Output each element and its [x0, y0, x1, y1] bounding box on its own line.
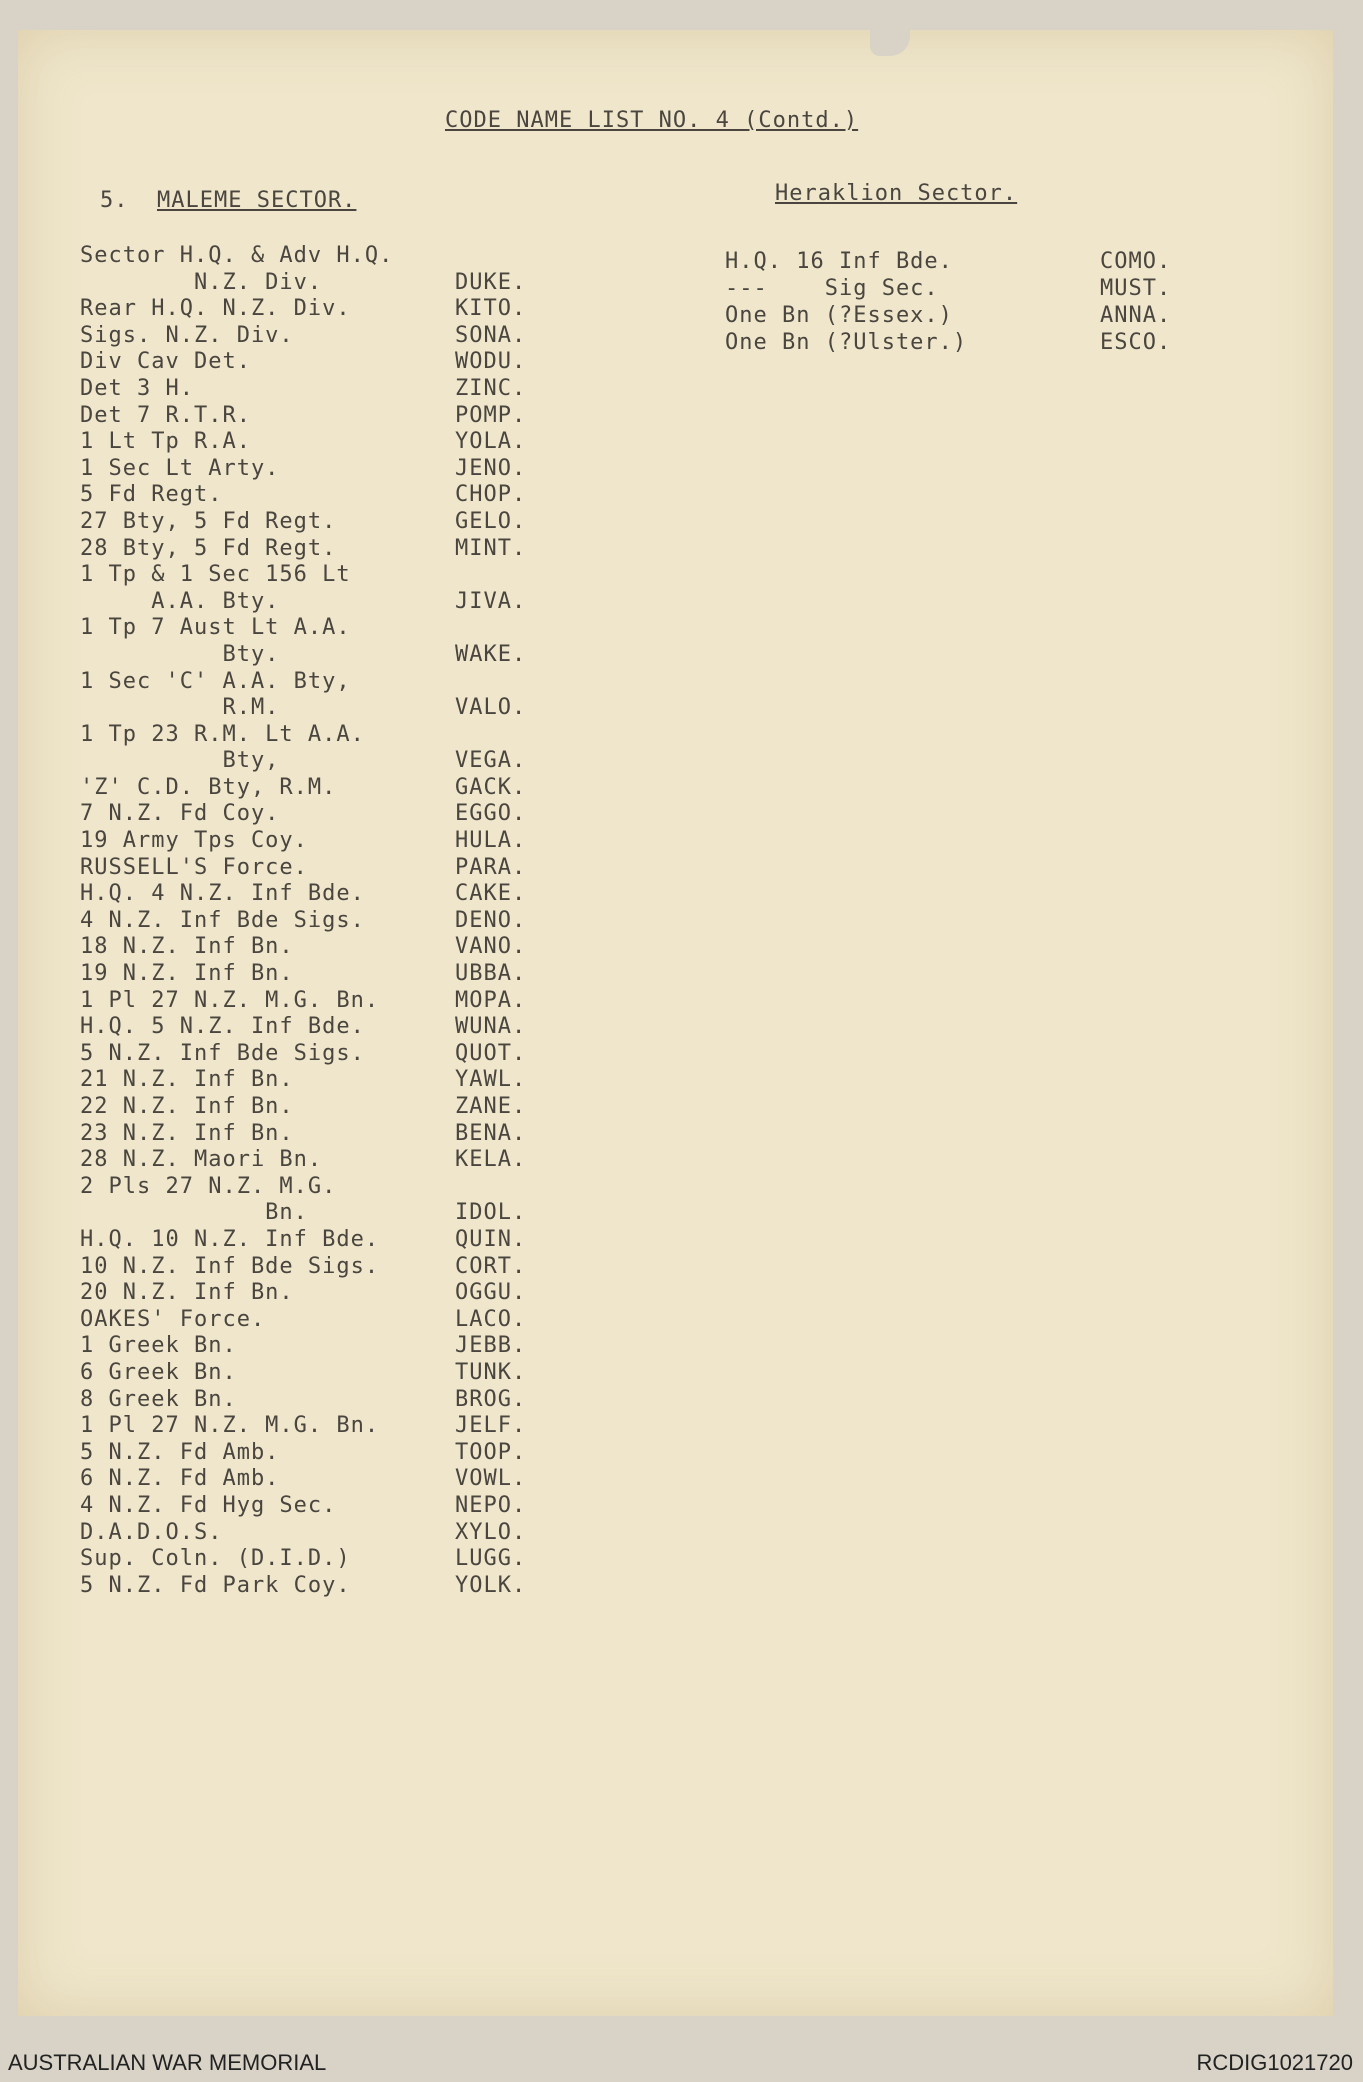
maleme-row [80, 855, 580, 882]
unit-name: --- Sig Sec. [725, 276, 939, 301]
maleme-row [80, 243, 580, 270]
maleme-row [80, 1573, 580, 1600]
unit-name: One Bn (?Essex.) [725, 303, 953, 328]
maleme-row [80, 722, 580, 749]
maleme-row [80, 1121, 580, 1148]
code-name: WODU. [455, 349, 527, 375]
unit-name: 5 N.Z. Fd Amb. [80, 1439, 280, 1465]
maleme-row [80, 1413, 580, 1440]
maleme-row [80, 589, 580, 616]
maleme-row [80, 536, 580, 563]
heraklion-code-list [725, 248, 1185, 356]
code-name: MUST. [1100, 276, 1172, 301]
code-name: SONA. [455, 322, 527, 348]
unit-name: 6 Greek Bn. [80, 1359, 237, 1385]
unit-name: 7 N.Z. Fd Coy. [80, 801, 280, 827]
unit-name: 8 Greek Bn. [80, 1386, 237, 1412]
code-name: WAKE. [455, 641, 527, 667]
unit-name: 1 Sec 'C' A.A. Bty, [80, 668, 351, 694]
heraklion-row [725, 275, 1185, 302]
maleme-row [80, 509, 580, 536]
unit-name: RUSSELL'S Force. [80, 854, 308, 880]
unit-name: Sup. Coln. (D.I.D.) [80, 1546, 351, 1572]
unit-name: 20 N.Z. Inf Bn. [80, 1280, 294, 1306]
maleme-row [80, 1094, 580, 1121]
maleme-row [80, 1387, 580, 1414]
unit-name: 1 Tp 23 R.M. Lt A.A. [80, 721, 365, 747]
maleme-code-list [80, 243, 580, 1599]
maleme-row [80, 1440, 580, 1467]
heraklion-row [725, 248, 1185, 275]
maleme-row [80, 1520, 580, 1547]
maleme-row [80, 1254, 580, 1281]
code-name: BENA. [455, 1120, 527, 1146]
unit-name: One Bn (?Ulster.) [725, 330, 968, 355]
code-name: XYLO. [455, 1519, 527, 1545]
code-name: TOOP. [455, 1439, 527, 1465]
maleme-row [80, 695, 580, 722]
maleme-row [80, 1546, 580, 1573]
maleme-row [80, 1041, 580, 1068]
code-name: HULA. [455, 828, 527, 854]
code-name: JEBB. [455, 1333, 527, 1359]
code-name: VANO. [455, 934, 527, 960]
unit-name: 5 N.Z. Fd Park Coy. [80, 1572, 351, 1598]
maleme-row [80, 1200, 580, 1227]
unit-name: 'Z' C.D. Bty, R.M. [80, 774, 337, 800]
code-name: BROG. [455, 1386, 527, 1412]
unit-name: 19 Army Tps Coy. [80, 828, 308, 854]
maleme-row [80, 482, 580, 509]
heraklion-row [725, 302, 1185, 329]
unit-name: 1 Tp & 1 Sec 156 Lt [80, 562, 351, 588]
maleme-row [80, 323, 580, 350]
maleme-row [80, 270, 580, 297]
unit-name: OAKES' Force. [80, 1306, 266, 1332]
unit-name: H.Q. 5 N.Z. Inf Bde. [80, 1014, 365, 1040]
code-name: ZINC. [455, 375, 527, 401]
code-name: COMO. [1100, 249, 1172, 274]
maleme-row [80, 615, 580, 642]
unit-name: 5 Fd Regt. [80, 482, 223, 508]
maleme-row [80, 775, 580, 802]
maleme-row [80, 1360, 580, 1387]
unit-name: R.M. [80, 695, 280, 721]
code-name: QUOT. [455, 1040, 527, 1066]
unit-name: A.A. Bty. [80, 588, 280, 614]
code-name: WUNA. [455, 1014, 527, 1040]
code-name: VALO. [455, 695, 527, 721]
unit-name: 4 N.Z. Inf Bde Sigs. [80, 907, 365, 933]
code-name: DENO. [455, 907, 527, 933]
code-name: TUNK. [455, 1359, 527, 1385]
maleme-row [80, 801, 580, 828]
maleme-row [80, 908, 580, 935]
maleme-row [80, 828, 580, 855]
code-name: DUKE. [455, 269, 527, 295]
code-name: ANNA. [1100, 303, 1172, 328]
maleme-row [80, 881, 580, 908]
maleme-row [80, 669, 580, 696]
code-name: POMP. [455, 402, 527, 428]
code-name: CHOP. [455, 482, 527, 508]
maleme-row [80, 403, 580, 430]
code-name: CAKE. [455, 881, 527, 907]
unit-name: 1 Pl 27 N.Z. M.G. Bn. [80, 1413, 380, 1439]
unit-name: 1 Sec Lt Arty. [80, 455, 280, 481]
unit-name: 1 Greek Bn. [80, 1333, 237, 1359]
maleme-row [80, 1333, 580, 1360]
unit-name: 28 Bty, 5 Fd Regt. [80, 535, 337, 561]
unit-name: 10 N.Z. Inf Bde Sigs. [80, 1253, 380, 1279]
maleme-row [80, 1067, 580, 1094]
maleme-row [80, 1174, 580, 1201]
code-name: YOLK. [455, 1572, 527, 1598]
code-name: OGGU. [455, 1280, 527, 1306]
archive-id: RCDIG1021720 [1196, 2050, 1353, 2075]
maleme-row [80, 642, 580, 669]
code-name: JELF. [455, 1413, 527, 1439]
code-name: VOWL. [455, 1466, 527, 1492]
maleme-row [80, 562, 580, 589]
page-title: CODE NAME LIST NO. 4 (Contd.) [445, 108, 859, 133]
unit-name: 19 N.Z. Inf Bn. [80, 961, 294, 987]
unit-name: 28 N.Z. Maori Bn. [80, 1147, 323, 1173]
code-name: ZANE. [455, 1094, 527, 1119]
maleme-row [80, 934, 580, 961]
unit-name: H.Q. 10 N.Z. Inf Bde. [80, 1226, 380, 1252]
unit-name: 22 N.Z. Inf Bn. [80, 1094, 294, 1119]
maleme-row [80, 376, 580, 403]
archive-credit: AUSTRALIAN WAR MEMORIAL [8, 2050, 327, 2075]
maleme-row [80, 961, 580, 988]
maleme-row [80, 1014, 580, 1041]
unit-name: 1 Lt Tp R.A. [80, 429, 251, 455]
maleme-row [80, 456, 580, 483]
maleme-row [80, 1466, 580, 1493]
code-name: KELA. [455, 1147, 527, 1173]
unit-name: Sector H.Q. & Adv H.Q. [80, 243, 394, 268]
unit-name: 27 Bty, 5 Fd Regt. [80, 508, 337, 534]
maleme-heading [100, 188, 356, 213]
section-number: 5. [100, 188, 129, 213]
maleme-row [80, 1280, 580, 1307]
code-name: GACK. [455, 774, 527, 800]
code-name: EGGO. [455, 801, 527, 827]
code-name: NEPO. [455, 1492, 527, 1518]
code-name: LUGG. [455, 1546, 527, 1572]
code-name: JIVA. [455, 588, 527, 614]
unit-name: Det 3 H. [80, 375, 194, 401]
code-name: ESCO. [1100, 330, 1172, 355]
maleme-row [80, 1147, 580, 1174]
maleme-row [80, 1493, 580, 1520]
unit-name: Div Cav Det. [80, 349, 251, 375]
maleme-heading-label: MALEME SECTOR. [157, 188, 357, 213]
maleme-row [80, 296, 580, 323]
code-name: YAWL. [455, 1067, 527, 1093]
code-name: LACO. [455, 1306, 527, 1332]
maleme-row [80, 349, 580, 376]
unit-name: 5 N.Z. Inf Bde Sigs. [80, 1040, 365, 1066]
code-name: UBBA. [455, 961, 527, 987]
code-name: KITO. [455, 296, 527, 322]
unit-name: Bty, [80, 748, 280, 774]
unit-name: 18 N.Z. Inf Bn. [80, 934, 294, 960]
unit-name: 6 N.Z. Fd Amb. [80, 1466, 280, 1492]
unit-name: H.Q. 4 N.Z. Inf Bde. [80, 881, 365, 907]
unit-name: Det 7 R.T.R. [80, 402, 251, 428]
heraklion-row [725, 329, 1185, 356]
code-name: GELO. [455, 508, 527, 534]
unit-name: Sigs. N.Z. Div. [80, 322, 294, 348]
unit-name: Bn. [80, 1200, 308, 1226]
unit-name: Rear H.Q. N.Z. Div. [80, 296, 351, 322]
code-name: VEGA. [455, 748, 527, 774]
unit-name: 1 Tp 7 Aust Lt A.A. [80, 615, 351, 641]
unit-name: N.Z. Div. [80, 269, 323, 295]
unit-name: 23 N.Z. Inf Bn. [80, 1120, 294, 1146]
unit-name: D.A.D.O.S. [80, 1519, 223, 1545]
unit-name: Bty. [80, 641, 280, 667]
maleme-row [80, 988, 580, 1015]
unit-name: 4 N.Z. Fd Hyg Sec. [80, 1492, 337, 1518]
maleme-row [80, 1227, 580, 1254]
unit-name: 1 Pl 27 N.Z. M.G. Bn. [80, 987, 380, 1013]
maleme-row [80, 1307, 580, 1334]
code-name: MOPA. [455, 987, 527, 1013]
code-name: CORT. [455, 1253, 527, 1279]
code-name: QUIN. [455, 1226, 527, 1252]
code-name: YOLA. [455, 429, 527, 455]
heraklion-heading: Heraklion Sector. [775, 181, 1018, 206]
unit-name: H.Q. 16 Inf Bde. [725, 249, 953, 274]
unit-name: 21 N.Z. Inf Bn. [80, 1067, 294, 1093]
unit-name: 2 Pls 27 N.Z. M.G. [80, 1173, 337, 1199]
code-name: MINT. [455, 535, 527, 561]
code-name: JENO. [455, 455, 527, 481]
maleme-row [80, 748, 580, 775]
code-name: PARA. [455, 854, 527, 880]
code-name: IDOL. [455, 1200, 527, 1226]
maleme-row [80, 429, 580, 456]
